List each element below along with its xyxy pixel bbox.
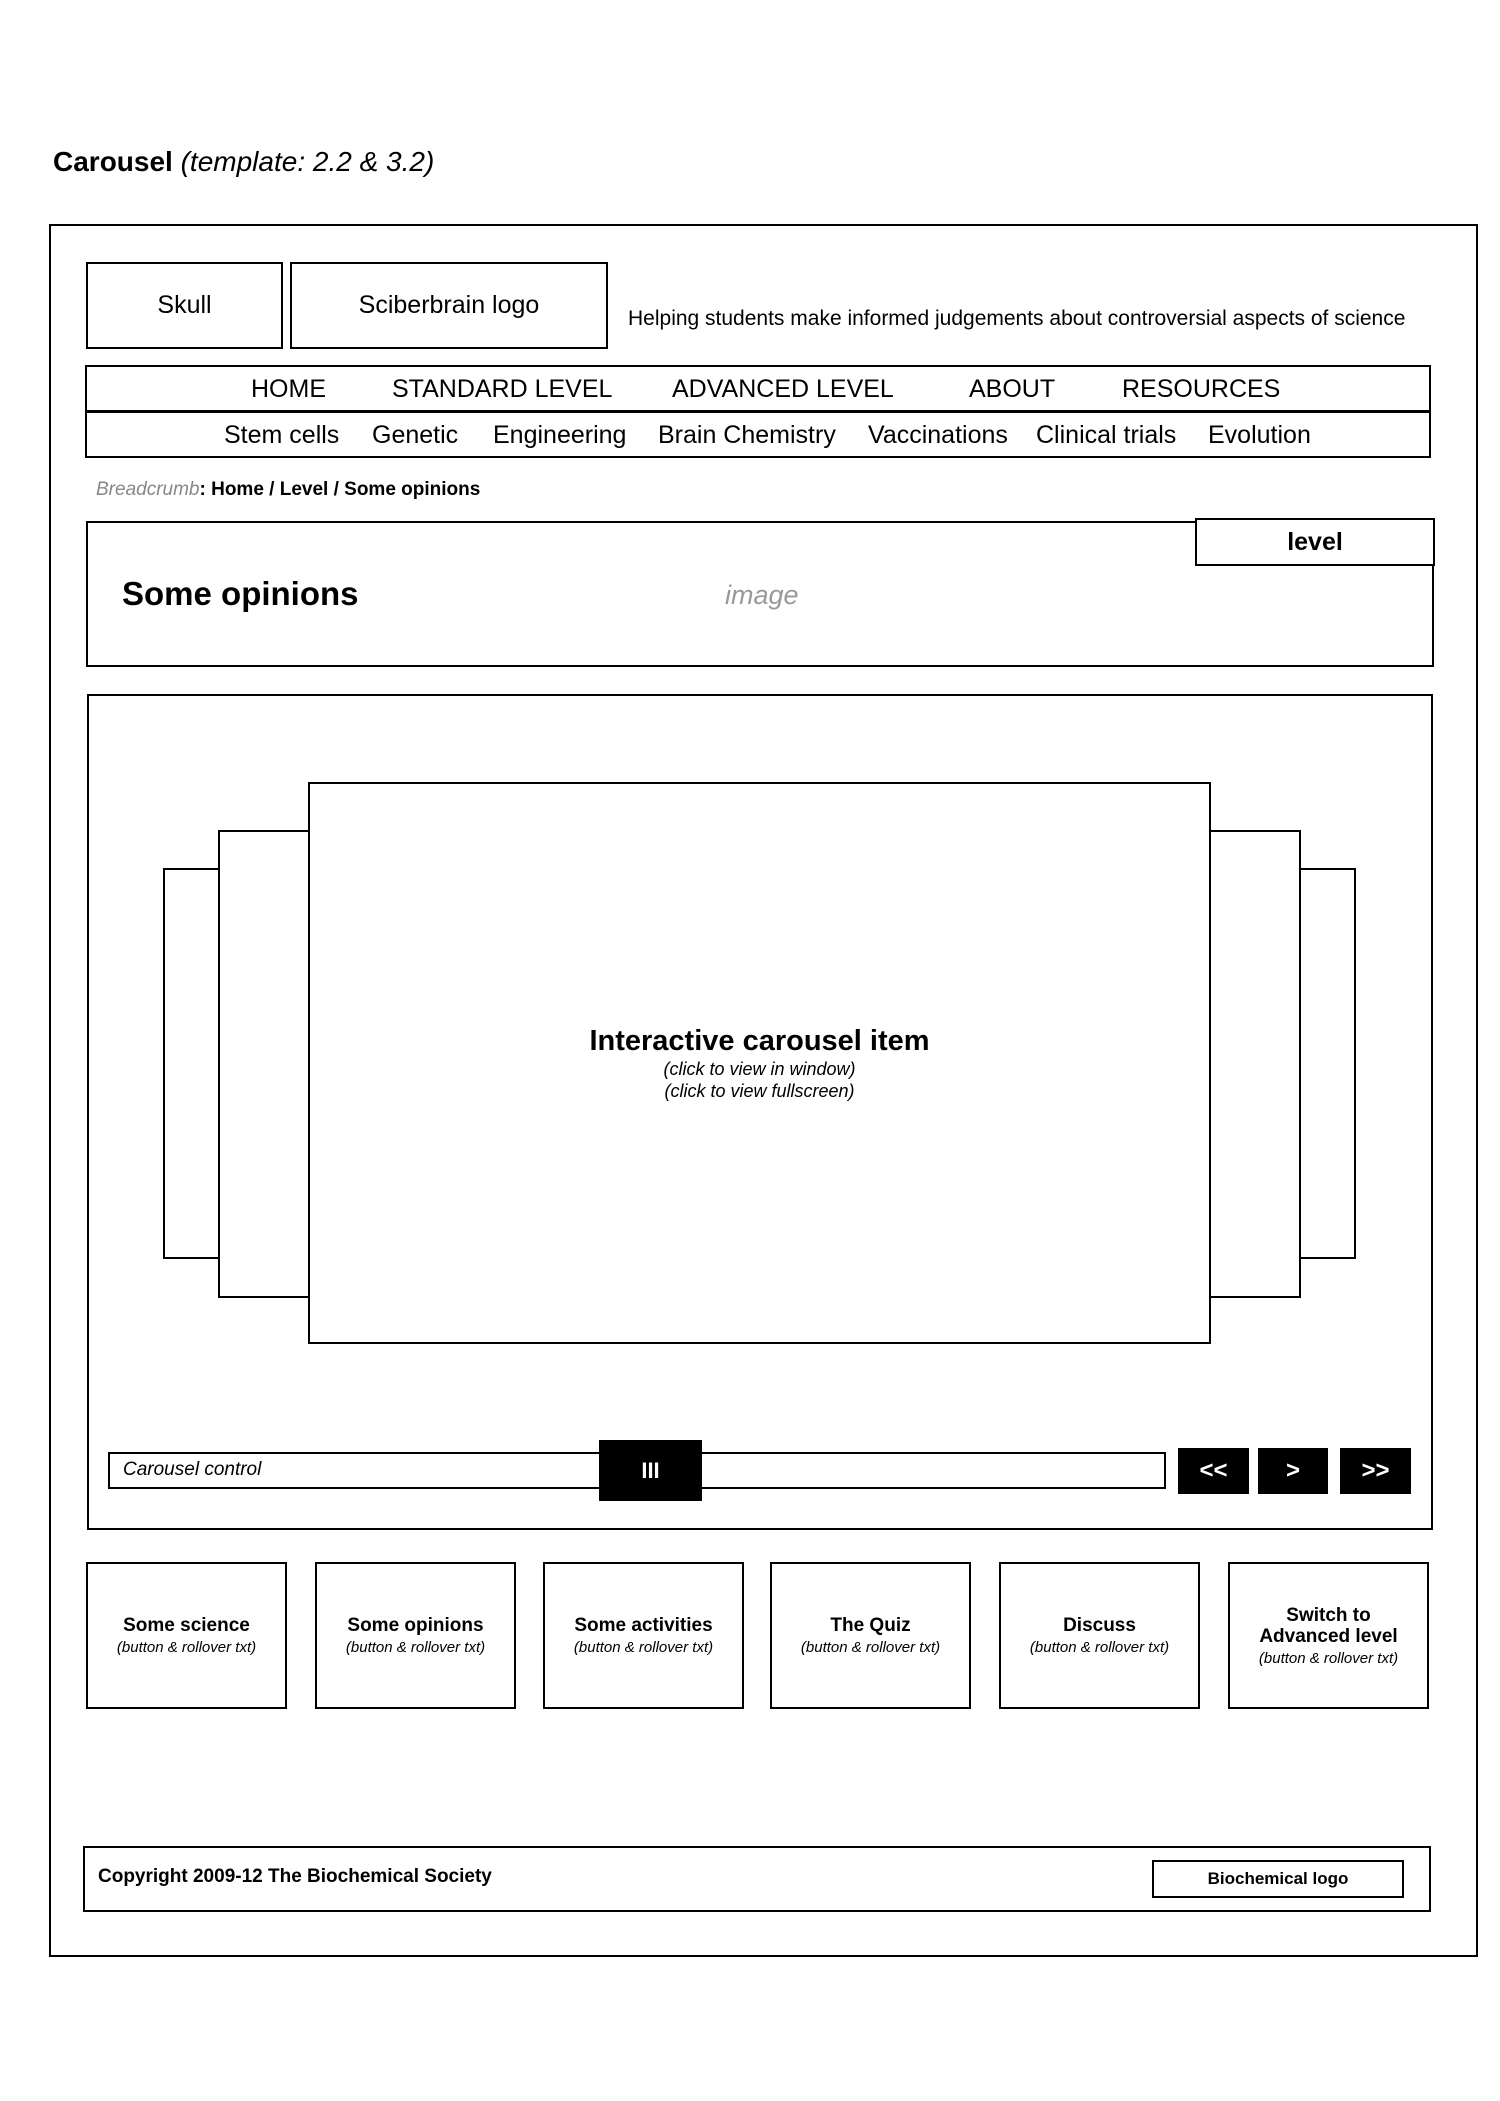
- nav-advanced-level[interactable]: ADVANCED LEVEL: [672, 375, 894, 403]
- topic-navigation: [85, 411, 1431, 458]
- button-subtext: (button & rollover txt): [345, 1639, 486, 1656]
- carousel-slide-left[interactable]: [218, 830, 312, 1298]
- button-label: Some science: [123, 1615, 250, 1636]
- button-subtext: (button & rollover txt): [800, 1639, 941, 1656]
- discuss-button[interactable]: [999, 1562, 1200, 1709]
- button-subtext: (button & rollover txt): [1029, 1639, 1170, 1656]
- level-tab[interactable]: level: [1195, 518, 1435, 566]
- button-subtext: (button & rollover txt): [116, 1639, 257, 1656]
- header-image-placeholder: image: [725, 580, 799, 610]
- tagline: Helping students make informed judgements about controversial aspects of science: [628, 307, 1406, 330]
- page-title: Some opinions: [122, 575, 359, 612]
- biochemical-logo[interactable]: Biochemical logo: [1152, 1860, 1404, 1898]
- carousel-hint-window[interactable]: (click to view in window): [663, 1058, 856, 1079]
- skull-image: Skull: [86, 262, 283, 349]
- main-navigation: [85, 365, 1431, 412]
- carousel-hint-fullscreen[interactable]: (click to view fullscreen): [664, 1080, 855, 1101]
- carousel-slide-far-left[interactable]: [163, 868, 223, 1259]
- the-quiz-button[interactable]: [770, 1562, 971, 1709]
- topic-brain-chemistry[interactable]: Brain Chemistry: [658, 421, 836, 449]
- button-label: The Quiz: [830, 1615, 911, 1636]
- some-science-button[interactable]: [86, 1562, 287, 1709]
- topic-genetic[interactable]: Genetic: [372, 421, 459, 449]
- nav-home[interactable]: HOME: [251, 375, 326, 403]
- switch-to-advanced-button[interactable]: [1228, 1562, 1429, 1709]
- site-logo[interactable]: Sciberbrain logo: [290, 262, 608, 349]
- button-label: Switch to Advanced level: [1259, 1604, 1398, 1647]
- topic-vaccinations[interactable]: Vaccinations: [868, 421, 1008, 449]
- carousel-scroll-handle[interactable]: III: [599, 1440, 702, 1501]
- carousel-slide-right[interactable]: [1205, 830, 1301, 1298]
- topic-clinical-trials[interactable]: Clinical trials: [1036, 421, 1177, 449]
- copyright-text: Copyright 2009-12 The Biochemical Society: [98, 1866, 492, 1887]
- document-subtitle: (template: 2.2 & 3.2): [180, 146, 435, 177]
- nav-standard-level[interactable]: STANDARD LEVEL: [392, 375, 613, 403]
- button-subtext: (button & rollover txt): [1258, 1649, 1399, 1667]
- button-label: Discuss: [1063, 1615, 1136, 1636]
- document-title-text: Carousel: [53, 146, 173, 177]
- some-opinions-button[interactable]: [315, 1562, 516, 1709]
- carousel-main-item[interactable]: [308, 782, 1211, 1344]
- document-title: [53, 146, 434, 178]
- button-label: Some activities: [574, 1615, 713, 1636]
- topic-evolution[interactable]: Evolution: [1208, 421, 1311, 449]
- carousel-control-label: Carousel control: [123, 1459, 262, 1480]
- carousel-item-title: Interactive carousel item: [589, 1024, 930, 1057]
- nav-resources[interactable]: RESOURCES: [1122, 375, 1281, 403]
- topic-stem-cells[interactable]: Stem cells: [224, 421, 340, 449]
- some-activities-button[interactable]: [543, 1562, 744, 1709]
- carousel-slide-far-right[interactable]: [1296, 868, 1356, 1259]
- breadcrumb: Breadcrumb: Home / Level / Some opinions: [96, 479, 481, 500]
- nav-about[interactable]: ABOUT: [969, 375, 1056, 403]
- breadcrumb-label: Breadcrumb: [96, 479, 200, 500]
- breadcrumb-path[interactable]: Home / Level / Some opinions: [211, 479, 481, 500]
- carousel-first-button[interactable]: <<: [1178, 1448, 1249, 1494]
- topic-engineering[interactable]: Engineering: [493, 421, 627, 449]
- carousel-next-button[interactable]: >: [1258, 1448, 1328, 1494]
- button-subtext: (button & rollover txt): [573, 1639, 714, 1656]
- carousel-last-button[interactable]: >>: [1340, 1448, 1411, 1494]
- button-label: Some opinions: [347, 1615, 484, 1636]
